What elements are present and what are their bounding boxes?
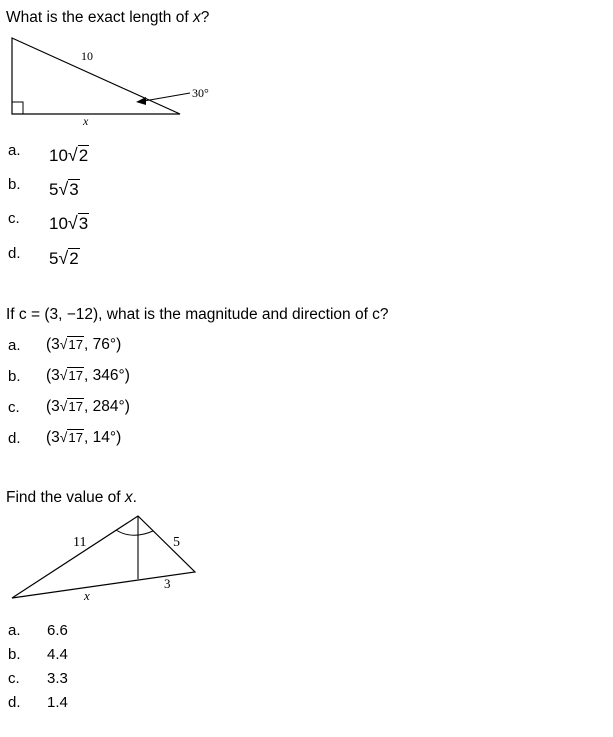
right-triangle [12,38,180,114]
q3-choice-d[interactable]: 1.4 [47,694,68,711]
q1-choice-d[interactable]: 5√2 [49,248,79,268]
question-3-var: x [124,489,133,506]
question-1-pre: What is the exact length of [6,9,193,26]
q2-choice-d[interactable]: (3√17, 14°) [46,429,122,446]
q2-choice-d-radicand: 17 [68,430,84,445]
q2-choice-b-letter: b. [8,368,21,385]
q1-choice-a-letter: a. [8,142,21,159]
q3-choice-a[interactable]: 6.6 [47,622,68,639]
q1-choice-a-coef: 10 [49,146,68,165]
q1-choice-b-radicand: 3 [69,180,79,199]
question-3-text [6,489,137,507]
q2-choice-c-radicand: 17 [68,399,84,414]
q2-choice-b-rest: , 346°) [84,367,130,384]
q2-choice-c-letter: c. [8,399,20,416]
q2-choice-d-open: (3 [46,429,60,446]
question-1-triangle-figure [0,30,230,130]
small-segment-label: 3 [164,576,171,591]
right-angle-marker [12,102,23,114]
right-angle-arc [116,530,153,535]
q1-choice-b-coef: 5 [49,180,59,199]
question-3-pre: Find the value of [6,489,125,506]
q1-choice-c-radicand: 3 [78,214,89,233]
hypotenuse-label: 10 [81,49,93,63]
q2-choice-c-rest: , 284°) [84,398,130,415]
q2-choice-b-radicand: 17 [68,368,84,383]
q1-choice-a[interactable]: 10√2 [49,145,89,165]
q2-choice-b-open: (3 [46,367,60,384]
q1-choice-d-coef: 5 [49,249,59,268]
q1-choice-a-radicand: 2 [78,146,89,165]
q1-choice-b[interactable]: 5√3 [49,179,79,199]
q1-choice-b-letter: b. [8,176,21,193]
question-1-text [6,9,209,27]
question-3-post: . [132,489,137,506]
q1-choice-c-coef: 10 [49,214,68,233]
q2-choice-b[interactable]: (3√17, 346°) [46,367,130,384]
q2-choice-c-open: (3 [46,398,60,415]
q2-choice-a[interactable]: (3√17, 76°) [46,336,122,353]
question-3-triangle-figure [0,510,220,610]
q1-choice-d-letter: d. [8,245,21,262]
angle-pointer-line [144,93,190,101]
q3-choice-c[interactable]: 3.3 [47,670,68,687]
q2-choice-c[interactable]: (3√17, 284°) [46,398,130,415]
angle-pointer-arrowhead [136,97,146,105]
base-x-label: x [84,588,90,603]
q1-choice-d-radicand: 2 [69,249,79,268]
question-1-post: ? [200,9,210,26]
q1-choice-c-letter: c. [8,210,20,227]
left-side-label: 11 [73,535,87,550]
q3-choice-d-letter: d. [8,694,21,711]
q1-choice-c[interactable]: 10√3 [49,213,89,233]
q2-choice-a-radicand: 17 [68,337,84,352]
q2-choice-a-letter: a. [8,337,21,354]
q3-choice-b-letter: b. [8,646,21,663]
q2-choice-d-rest: , 14°) [84,429,122,446]
angle-label: 30° [192,86,209,100]
question-2-text: If c = (3, −12), what is the magnitude and direction of c? [6,306,389,323]
q2-choice-a-open: (3 [46,336,60,353]
q3-choice-b[interactable]: 4.4 [47,646,68,663]
right-side-label: 5 [173,535,180,550]
q3-choice-a-letter: a. [8,622,21,639]
q2-choice-a-rest: , 76°) [84,336,122,353]
question-1-var: x [192,9,201,26]
base-label: x [83,114,89,128]
q3-choice-c-letter: c. [8,670,20,687]
q2-choice-d-letter: d. [8,430,21,447]
